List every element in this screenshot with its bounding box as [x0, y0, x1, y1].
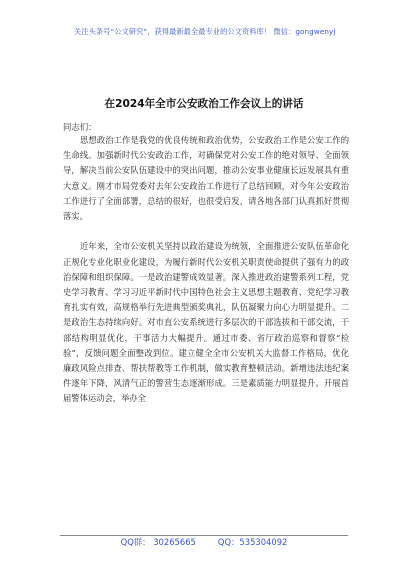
footer-qq-group: QQ群： 30265665 [120, 537, 196, 547]
footer-qq-number: QQ：535304092 [217, 537, 288, 547]
header-notice: 关注头条号“公文研究”，获得最新最全最专业的公文资料库！ 微信：gongwenyj [74, 27, 336, 36]
page-header [0, 0, 408, 68]
body-paragraph-2: 近年来，全市公安机关坚持以政治建设为统领，全面推进公安队伍革命化正规化专业化职业化建设，为履行新时代公安机关职责使命提供了强有力的政治保障和组织保障。一是政治建警成效显著。深入推进政治建警系列工程，党史学习教育、学习习近平新时代中国特色社会主义思想主题教育、党纪学习教育扎实有效，高规格举行先进典型颁奖典礼，队伍凝聚力向心力明显提升。二是政治生态持续向好。对市直公安系统进行多层次的干部选拔和干部交流，干部结构明显优化，干事活力大幅提升。通过市委、省厅政治巡察和督察“检验”，反馈问题全面整改到位。建立健全全市公安机关大监督工作格局，优化廉政风险点排查、帮扶帮教等工作机制，做实教育整顿活动。新增违法违纪案件逐年下降，风清气正的警营生态逐渐形成。三是素质能力明显提升。开展首届警体运动会，举办全 [63, 241, 349, 404]
document-body [63, 133, 349, 407]
document-title: 在2024年全市公安政治工作会议上的讲话 [104, 98, 304, 110]
salutation: 同志们： [63, 122, 97, 132]
body-paragraph-1: 思想政治工作是我党的优良传统和政治优势，公安政治工作是公安工作的生命线。加强新时代公安政治工作，对确保党对公安工作的绝对领导、全面领导，解决当前公安队伍建设中的突出问题，推动公安事业健康长远发展具有重大意义。刚才市局党委对去年公安政治工作进行了总结回顾，对今年公安政治工作进行了全面部署，总结的很好，也很受启发，请各地各部门认真抓好贯彻落实。 [63, 135, 349, 222]
footer-contact [0, 536, 408, 548]
